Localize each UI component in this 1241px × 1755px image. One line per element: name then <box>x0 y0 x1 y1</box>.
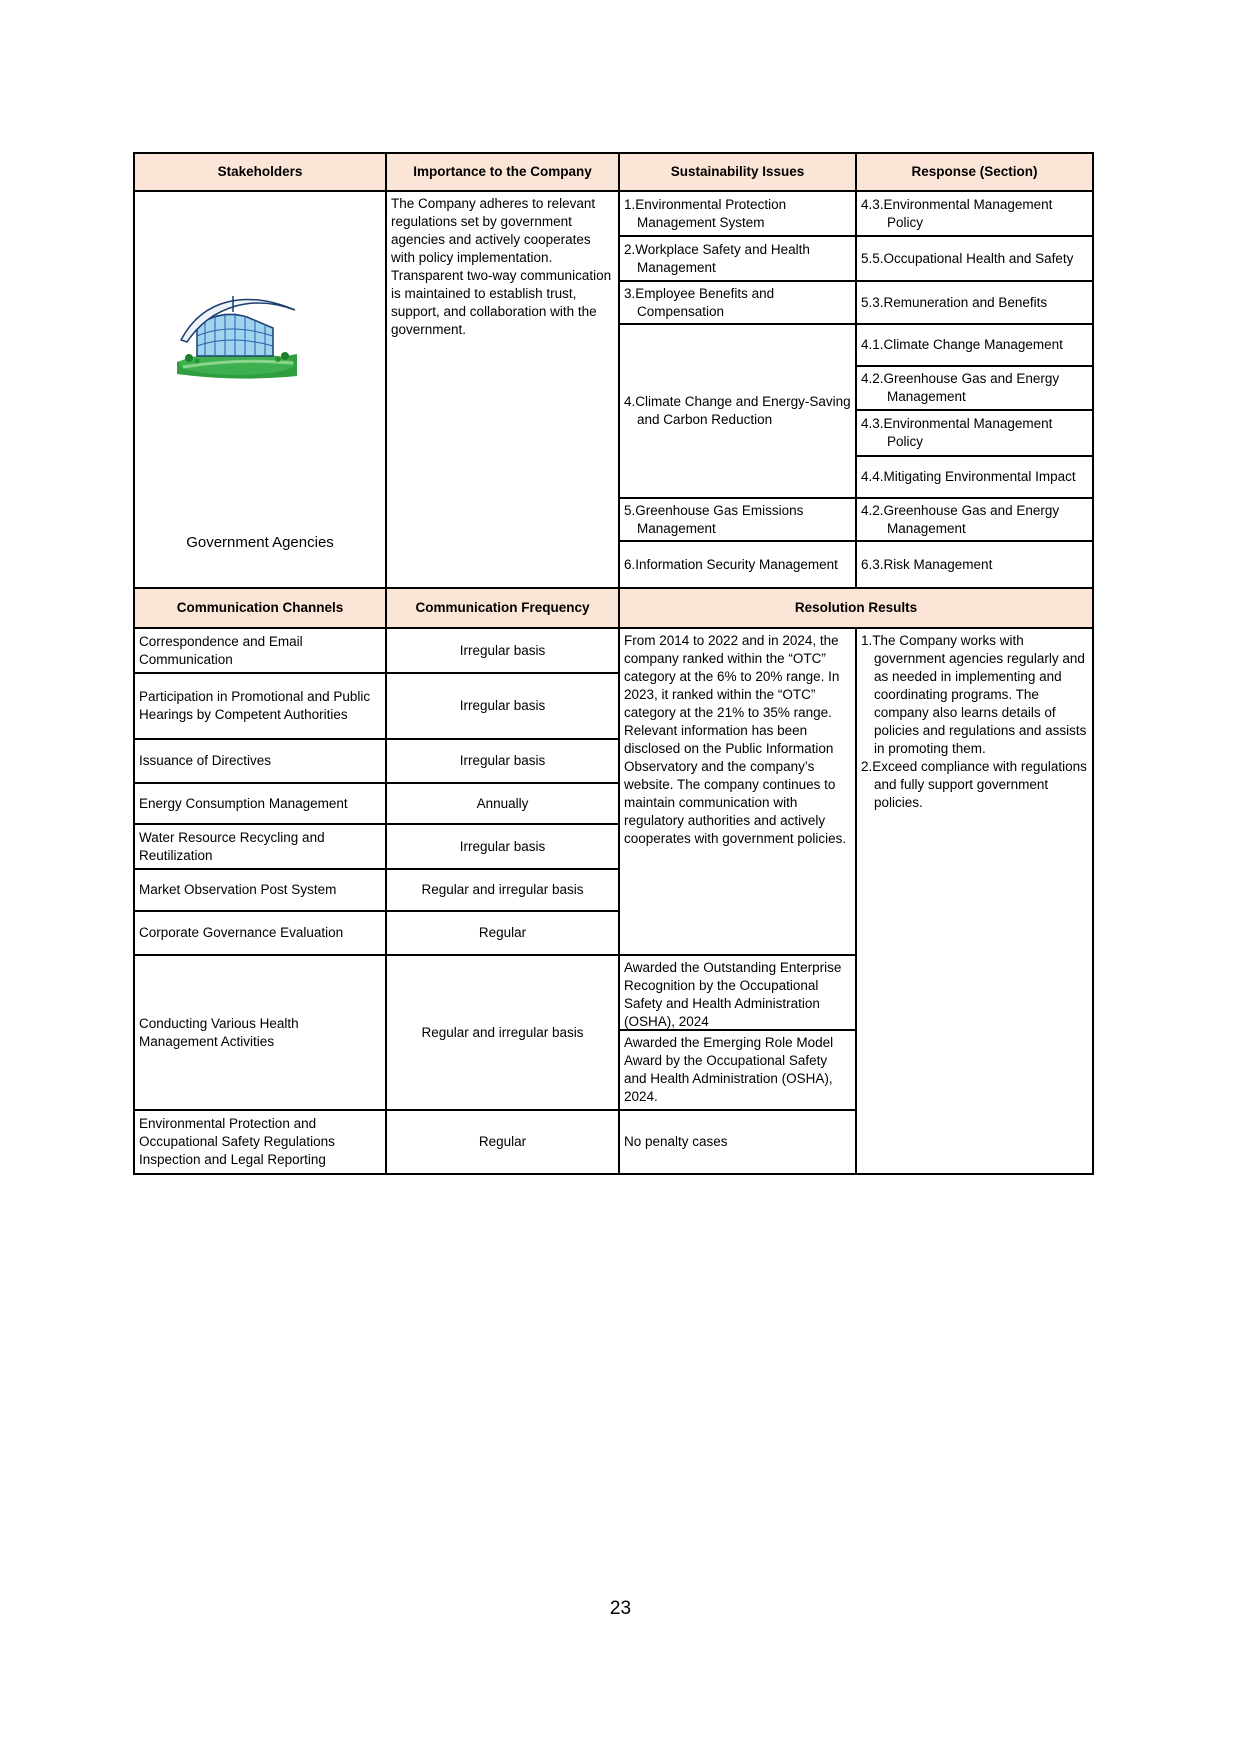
issue-cell <box>620 237 857 282</box>
frequency-cell <box>387 674 620 740</box>
frequency-cell <box>387 629 620 674</box>
col-header-response-section-label: Response (Section) <box>911 164 1038 179</box>
channel-text: Energy Consumption Management <box>139 795 348 811</box>
response-text: 4.3.Environmental Management Policy <box>861 196 1053 230</box>
channel-cell <box>135 825 387 870</box>
issue-cell <box>620 542 857 589</box>
frequency-text: Regular and irregular basis <box>421 882 584 897</box>
frequency-cell <box>387 825 620 870</box>
page-number: 23 <box>609 1598 632 1619</box>
response-text: 4.3.Environmental Management Policy <box>861 416 1053 449</box>
importance-text: The Company adheres to relevant regulations set by government agencies and actively cooperates with policy implementation. Transparent two-way communication is maintained to establish trust, support, and collaboration with the government. <box>391 196 612 337</box>
col-header-importance-label: Importance to the Company <box>413 164 592 179</box>
channel-cell <box>135 629 387 674</box>
frequency-text: Irregular basis <box>459 838 546 854</box>
issue-text: 2.Workplace Safety and Health Management <box>624 241 810 275</box>
issue-text: 5.Greenhouse Gas Emissions Management <box>624 502 804 536</box>
response-cell <box>857 367 1094 411</box>
issue-cell <box>620 325 857 499</box>
frequency-cell <box>387 784 620 825</box>
resolution-notes-cell <box>857 629 1094 1175</box>
importance-cell <box>387 192 620 589</box>
col-header-sustainability-issues <box>620 154 857 192</box>
channel-text: Corporate Governance Evaluation <box>139 925 344 940</box>
channel-text: Participation in Promotional and Public Hearings by Competent Authorities <box>139 689 371 722</box>
resolution-disclosure-cell <box>620 629 857 956</box>
col-header-importance <box>387 154 620 192</box>
response-text: 4.2.Greenhouse Gas and Energy Management <box>861 371 1060 404</box>
resolution-award-text: Awarded the Outstanding Enterprise Recognition by the Occupational Safety and Health Administration (OSHA), 2024 <box>624 960 842 1029</box>
response-cell <box>857 411 1094 457</box>
resolution-note: 1.The Company works with government agencies regularly and as needed in implementing and coordinating programs. The company also learns details of policies and regulations and assists in promoting them. <box>861 633 1087 756</box>
response-text: 5.5.Occupational Health and Safety <box>861 250 1074 266</box>
government-building-illustration <box>175 284 300 382</box>
col-header-resolution-results-label: Resolution Results <box>794 600 918 615</box>
frequency-text: Regular <box>478 925 527 940</box>
col-header-communication-channels <box>135 589 387 629</box>
channel-cell <box>135 1111 387 1175</box>
frequency-text: Irregular basis <box>459 698 546 713</box>
resolution-award-text: Awarded the Emerging Role Model Award by the Occupational Safety and Health Administration (OSHA), 2024. <box>624 1035 834 1104</box>
response-text: 6.3.Risk Management <box>861 556 993 572</box>
col-header-resolution-results <box>620 589 1094 629</box>
stakeholder-name: Government Agencies <box>186 534 334 551</box>
resolution-award-cell <box>620 1031 857 1111</box>
channel-text: Water Resource Recycling and Reutilization <box>139 829 325 863</box>
resolution-note: 2.Exceed compliance with regulations and fully support government policies. <box>861 759 1087 810</box>
channel-cell <box>135 674 387 740</box>
frequency-text: Irregular basis <box>459 753 546 768</box>
channel-text: Conducting Various Health Management Activities <box>139 1015 299 1049</box>
col-header-sustainability-issues-label: Sustainability Issues <box>670 164 805 179</box>
response-cell <box>857 325 1094 367</box>
col-header-communication-channels-label: Communication Channels <box>176 600 344 615</box>
frequency-cell <box>387 740 620 784</box>
channel-text: Market Observation Post System <box>139 882 337 897</box>
resolution-penalty-text: No penalty cases <box>624 1134 728 1149</box>
response-cell <box>857 499 1094 542</box>
frequency-text: Annually <box>476 795 529 811</box>
issue-cell <box>620 499 857 542</box>
col-header-response-section <box>857 154 1094 192</box>
issue-text: 3.Employee Benefits and Compensation <box>624 285 775 319</box>
issue-cell <box>620 192 857 237</box>
channel-cell <box>135 784 387 825</box>
frequency-cell <box>387 912 620 956</box>
channel-cell <box>135 956 387 1111</box>
frequency-cell <box>387 870 620 912</box>
resolution-award-cell <box>620 956 857 1031</box>
channel-cell <box>135 740 387 784</box>
response-text: 4.2.Greenhouse Gas and Energy Management <box>861 502 1060 536</box>
frequency-cell <box>387 956 620 1111</box>
response-cell <box>857 237 1094 282</box>
channel-cell <box>135 870 387 912</box>
frequency-text: Regular <box>478 1134 527 1149</box>
response-text: 4.1.Climate Change Management <box>861 337 1063 352</box>
response-cell <box>857 542 1094 589</box>
response-text: 5.3.Remuneration and Benefits <box>861 294 1048 310</box>
resolution-penalty-cell <box>620 1111 857 1175</box>
channel-cell <box>135 912 387 956</box>
col-header-stakeholders <box>135 154 387 192</box>
channel-text: Correspondence and Email Communication <box>139 633 303 667</box>
resolution-disclosure-text: From 2014 to 2022 and in 2024, the company ranked within the “OTC” category at the 6% to 20% range. In 2023, it ranked within the “OTC” category at the 21% to 35% range. Relevant information has been disclosed on the Public Information Observatory and the company’s website. The company continues to maintain communication with regulatory authorities and actively cooperates with government policies. <box>624 633 847 846</box>
col-header-communication-frequency <box>387 589 620 629</box>
channel-text: Environmental Protection and Occupational Safety Regulations Inspection and Legal Reporting <box>139 1116 335 1167</box>
issue-text: 4.Climate Change and Energy-Saving and Carbon Reduction <box>624 394 851 427</box>
issue-text: 1.Environmental Protection Management System <box>624 196 787 230</box>
response-cell <box>857 457 1094 499</box>
col-header-communication-frequency-label: Communication Frequency <box>415 600 590 615</box>
frequency-text: Regular and irregular basis <box>421 1024 584 1040</box>
channel-text: Issuance of Directives <box>139 753 272 768</box>
response-cell <box>857 192 1094 237</box>
col-header-stakeholders-label: Stakeholders <box>217 164 303 179</box>
issue-text: 6.Information Security Management <box>624 556 838 572</box>
frequency-cell <box>387 1111 620 1175</box>
response-cell <box>857 282 1094 325</box>
stakeholder-engagement-table <box>133 152 1094 1175</box>
response-text: 4.4.Mitigating Environmental Impact <box>861 469 1076 484</box>
frequency-text: Irregular basis <box>459 642 546 658</box>
stakeholder-cell <box>135 192 387 589</box>
issue-cell <box>620 282 857 325</box>
